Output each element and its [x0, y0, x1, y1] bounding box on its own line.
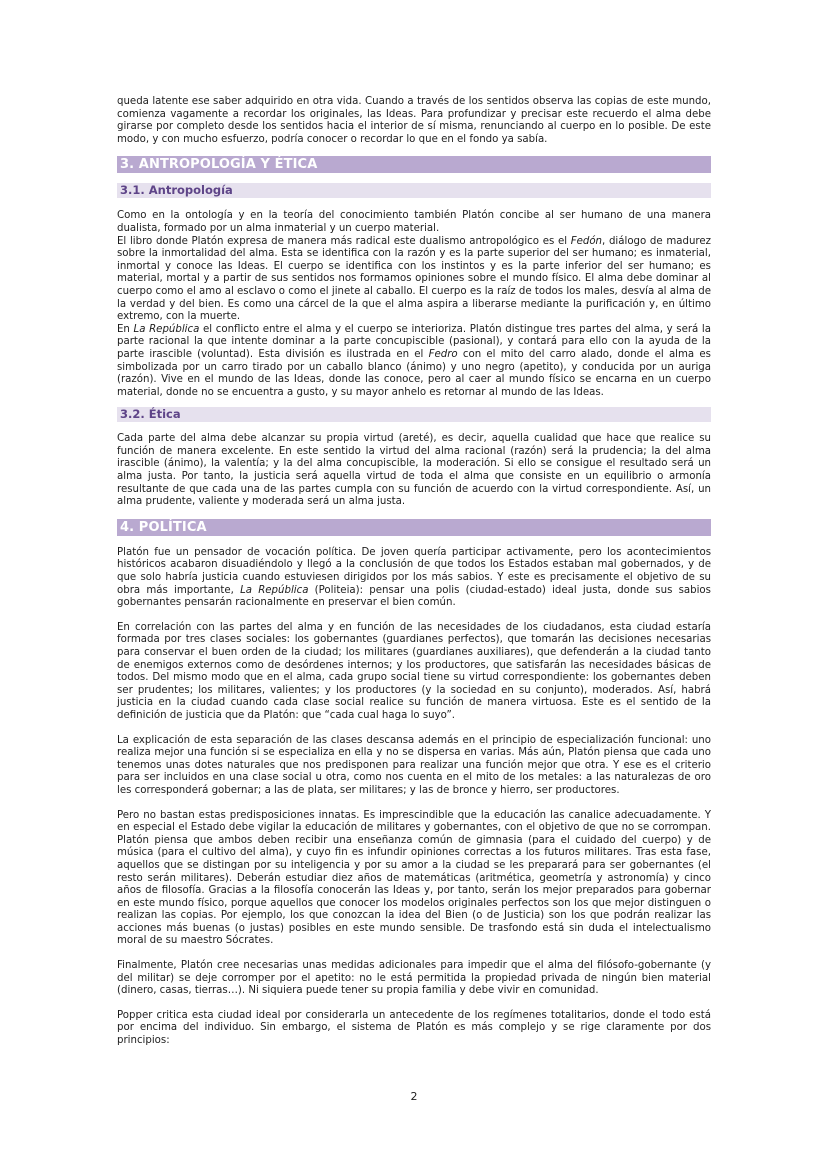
politica-paragraph-2: En correlación con las partes del alma y en función de las necesidades de los ciudadanos, esta ciudad estaría formada por tres clases sociales: los gobernantes (guardianes perfectos), que tomarán las decisiones necesarias para conservar el buen orden de la ciudad; los militares (guardianes auxiliares), que defenderán a la ciudad tanto de enemigos externos como de desórdenes internos; y los productores, que satisfarán las necesidades básicas de todos. Del mismo modo que en el alma, cada grupo social tiene su virtud correspondiente: los gobernantes deben ser prudentes; los militares, valientes; y los productores (y la sociedad en su conjunto), moderados. Así, habrá justicia en la ciudad cuando cada clase social realice su función de manera virtuosa. Este es el sentido de la definición de justicia que da Platón: que “cada cual haga lo suyo”.: [117, 621, 711, 721]
politica-paragraph-6: Popper critica esta ciudad ideal por considerarla un antecedente de los regímenes totalitarios, donde el todo está por encima del individuo. Sin embargo, el sistema de Platón es más complejo y se rige claramente por dos principios:: [117, 1009, 711, 1047]
subsection-heading-antropologia: 3.1. Antropología: [117, 183, 711, 198]
page-number: 2: [410, 1090, 418, 1103]
section-heading-antropologia-etica: 3. ANTROPOLOGÍA Y ÉTICA: [117, 156, 711, 173]
politica-paragraph-5: Finalmente, Platón cree necesarias unas medidas adicionales para impedir que el alma del filósofo-gobernante (y del militar) se deje corromper por el apetito: no le está permitida la propiedad privada de ningún bien material (dinero, casas, tierras…). Ni siquiera puede tener su propia familia y debe vivir en comunidad.: [117, 960, 711, 997]
etica-paragraph: Cada parte del alma debe alcanzar su propia virtud (areté), es decir, aquella cualidad que hace que realice su función de manera excelente. En este sentido la virtud del alma racional (razón) será la prudencia; la del alma irascible (ánimo), la valentía; y la del alma concupiscible, la moderación. Si ello se consigue el resultado será un alma justa. Por tanto, la justicia será aquella virtud de toda el alma que consiste en un equilibrio o armonía resultante de que cada una de las partes cumpla con su función de acuerdo con la virtud correspondiente. Así, un alma prudente, valiente y moderada será un alma justa.: [117, 433, 711, 508]
politica-paragraph-3: La explicación de esta separación de las clases descansa además en el principio de especialización funcional: uno realiza mejor una función si se especializa en ella y no se dispersa en varias. Más aún, Platón piensa que cada uno tenemos unas dotes naturales que nos predisponen para realizar una función mejor que otra. Y ese es el criterio para ser incluidos en una clase social u otra, como nos cuenta en el mito de los metales: a las naturalezas de oro les corresponderá gobernar; a las de plata, ser militares; y las de bronce y hierro, ser productores.: [117, 734, 711, 796]
intro-paragraph: queda latente ese saber adquirido en otra vida. Cuando a través de los sentidos observa las copias de este mundo, comienza vagamente a recordar los originales, las Ideas. Para profundizar y precisar este recuerdo el alma debe girarse por completo desde los sentidos hacia el interior de sí misma, renunciando al cuerpo en lo posible. De este modo, y con mucho esfuerzo, podría conocer o recordar lo que en el fondo ya sabía.: [117, 96, 711, 145]
antropologia-paragraph-3: En La República el conflicto entre el alma y el cuerpo se interioriza. Platón distingue tres partes del alma, y será la parte racional la que intente dominar a la parte concupiscible (pasional), y contará para ello con la ayuda de la parte irascible (voluntad). Esta división es ilustrada en el Fedro con el mito del carro alado, donde el alma es simbolizada por un carro tirado por un caballo blanco (ánimo) y uno negro (apetito), y conducida por un auriga (razón). Vive en el mundo de las Ideas, donde las conoce, pero al caer al mundo físico se encarna en un cuerpo material, donde no se encuentra a gusto, y su mayor anhelo es retornar al mundo de las Ideas.: [117, 323, 711, 398]
subsection-heading-etica: 3.2. Ética: [117, 407, 711, 422]
antropologia-paragraph-2: El libro donde Platón expresa de manera más radical este dualismo antropológico es el Fedón, diálogo de madurez sobre la inmortalidad del alma. Esta se identifica con la razón y es la parte superior del ser humano; es inmaterial, inmortal y conoce las Ideas. El cuerpo se identifica con los instintos y es la parte inferior del ser humano; es material, mortal y a partir de sus sentidos nos formamos opiniones sobre el mundo físico. El alma debe dominar al cuerpo como el amo al esclavo o como el jinete al caballo. El cuerpo es la raíz de todos los males, desvía al alma de la verdad y del bien. Es como una cárcel de la que el alma aspira a liberarse mediante la purificación y, en último extremo, con la muerte.: [117, 235, 712, 323]
antropologia-paragraph-1: Como en la ontología y en la teoría del conocimiento también Platón concibe al ser humano de una manera dualista, formado por un alma inmaterial y un cuerpo material.: [117, 210, 711, 234]
document-page: [117, 96, 711, 1048]
section-heading-politica: 4. POLÍTICA: [117, 519, 711, 536]
politica-paragraph-1: Platón fue un pensador de vocación política. De joven quería participar activamente, pero los acontecimientos históricos acabaron disuadiéndolo y llegó a la conclusión de que todos los Estados estaban mal gobernados, y de que solo habría justicia cuando estuviesen dirigidos por los más sabios. Y este es precisamente el objetivo de su obra más importante, La República (Politeia): pensar una polis (ciudad-estado) ideal justa, donde sus sabios gobernantes pensarán racionalmente en preservar el bien común.: [117, 546, 711, 609]
politica-paragraph-4: Pero no bastan estas predisposiciones innatas. Es imprescindible que la educación las canalice adecuadamente. Y en especial el Estado debe vigilar la educación de militares y gobernantes, con el objetivo de que no se corrompan. Platón piensa que ambos deben recibir una enseñanza común de gimnasia (para el cuidado del cuerpo) y de música (para el cultivo del alma), y cuyo fin es infundir opiniones correctas a los futuros militares. Tras esta fase, aquellos que se distingan por su inteligencia y por su amor a la ciudad se les preparará para ser gobernantes (el resto serán militares). Deberán estudiar diez años de matemáticas (aritmética, geometría y astronomía) y cinco años de filosofía. Gracias a la filosofía conocerán las Ideas y, por tanto, serán los mejor preparados para gobernar en este mundo físico, porque aquellos que conocer los modelos originales perfectos son los que mejor distinguen o realizan las copias. Por ejemplo, los que conozcan la idea del Bien (o de Justicia) son los que podrán realizar las acciones más buenas (o justas) posibles en este mundo sensible. De trasfondo está sin duda el intelectualismo moral de su maestro Sócrates.: [117, 809, 711, 947]
